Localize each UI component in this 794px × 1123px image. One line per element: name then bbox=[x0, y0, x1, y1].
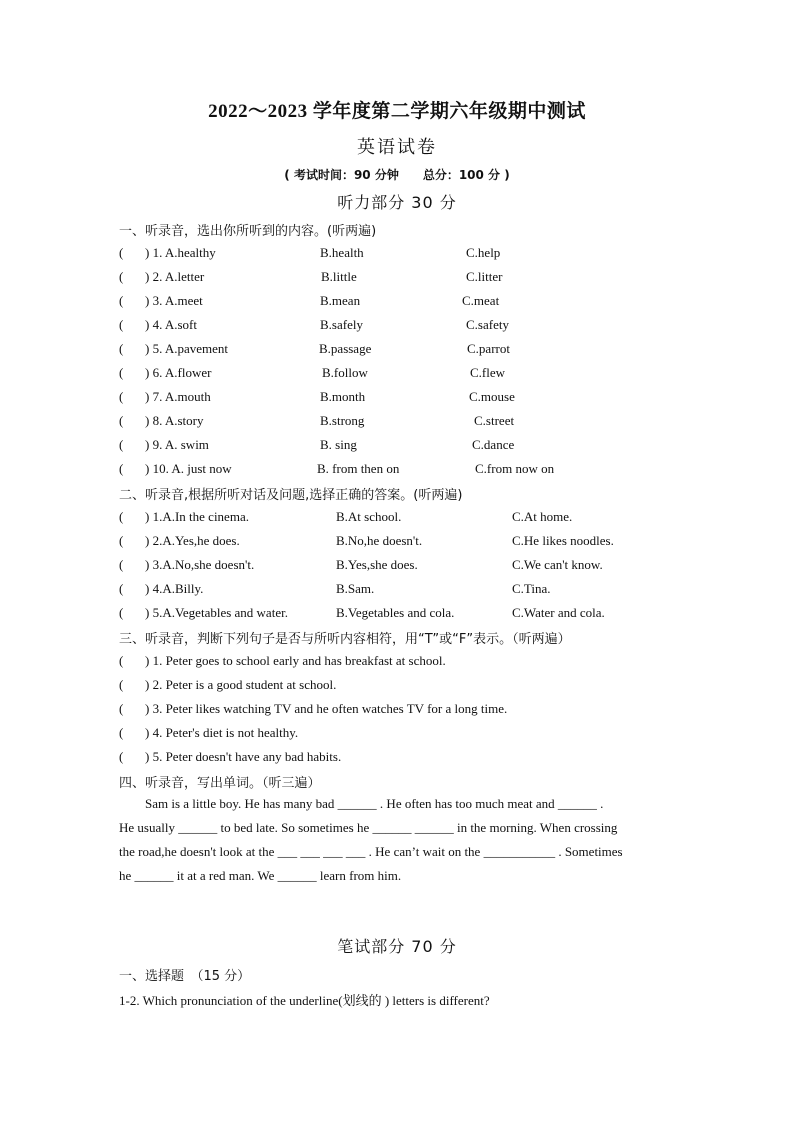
answer-blank[interactable]: ( bbox=[119, 341, 124, 356]
part2-item bbox=[119, 581, 719, 601]
option-a: ) 9. A. swim bbox=[145, 437, 209, 452]
exam-info: ( 考试时间：90 分钟 总分：100 分 ) bbox=[284, 168, 510, 182]
option-c: C.help bbox=[466, 245, 501, 260]
option-a: ) 2. A.letter bbox=[145, 269, 205, 284]
option-b: B.month bbox=[320, 389, 366, 404]
option-a: ) 1. Peter goes to school early and has breakfast at school. bbox=[145, 653, 446, 668]
option-a: ) 2.A.Yes,he does. bbox=[145, 533, 240, 548]
option-a: ) 1.A.In the cinema. bbox=[145, 509, 249, 524]
option-c: C.We can't know. bbox=[512, 557, 603, 572]
part1-item bbox=[119, 413, 719, 433]
answer-blank[interactable]: ( bbox=[119, 581, 124, 596]
option-c: C.He likes noodles. bbox=[512, 533, 614, 548]
story-line: he ______ it at a red man. We ______ learn from him. bbox=[119, 868, 402, 883]
story-line: Sam is a little boy. He has many bad ______ . He often has too much meat and ______ . bbox=[119, 796, 604, 811]
answer-blank[interactable]: ( bbox=[119, 725, 124, 740]
written-section1: 一、选择题 （15 分） bbox=[119, 969, 251, 984]
part1-item bbox=[119, 389, 719, 409]
answer-blank[interactable]: ( bbox=[119, 389, 124, 404]
part1-heading: 一、听录音，选出你所听到的内容。(听两遍) bbox=[119, 224, 377, 239]
option-c: C.Tina. bbox=[512, 581, 551, 596]
part4-heading: 四、听录音，写出单词。（听三遍） bbox=[119, 776, 321, 791]
option-c: C.street bbox=[474, 413, 515, 428]
option-b: B.follow bbox=[322, 365, 368, 380]
part2-item bbox=[119, 533, 719, 553]
part1-item bbox=[119, 269, 719, 289]
option-c: C.Water and cola. bbox=[512, 605, 605, 620]
option-a: ) 5.A.Vegetables and water. bbox=[145, 605, 288, 620]
answer-blank[interactable]: ( bbox=[119, 365, 124, 380]
option-c: C.parrot bbox=[467, 341, 510, 356]
answer-blank[interactable]: ( bbox=[119, 677, 124, 692]
part1-item bbox=[119, 437, 719, 457]
option-b: B.passage bbox=[319, 341, 372, 356]
answer-blank[interactable]: ( bbox=[119, 509, 124, 524]
part3-item bbox=[119, 725, 719, 745]
option-b: B.strong bbox=[320, 413, 365, 428]
part3-item bbox=[119, 749, 719, 769]
part1-item bbox=[119, 461, 719, 481]
part3-item bbox=[119, 677, 719, 697]
option-b: B.mean bbox=[320, 293, 361, 308]
story-line: He usually ______ to bed late. So sometimes he ______ ______ in the morning. When crossing bbox=[119, 820, 618, 835]
option-a: ) 1. A.healthy bbox=[145, 245, 216, 260]
part2-heading: 二、听录音,根据所听对话及问题,选择正确的答案。(听两遍) bbox=[119, 488, 463, 503]
option-c: C.dance bbox=[472, 437, 515, 452]
option-c: C.litter bbox=[466, 269, 503, 284]
option-a: ) 6. A.flower bbox=[145, 365, 212, 380]
option-b: B.little bbox=[321, 269, 357, 284]
answer-blank[interactable]: ( bbox=[119, 317, 124, 332]
option-b: B.At school. bbox=[336, 509, 402, 524]
part2-item bbox=[119, 509, 719, 529]
option-b: B. from then on bbox=[317, 461, 400, 476]
answer-blank[interactable]: ( bbox=[119, 533, 124, 548]
part3-heading: 三、听录音，判断下列句子是否与所听内容相符，用“T”或“F”表示。（听两遍） bbox=[119, 632, 571, 647]
part3-item bbox=[119, 653, 719, 673]
answer-blank[interactable]: ( bbox=[119, 437, 124, 452]
option-a: ) 4. Peter's diet is not healthy. bbox=[145, 725, 299, 740]
answer-blank[interactable]: ( bbox=[119, 269, 124, 284]
answer-blank[interactable]: ( bbox=[119, 701, 124, 716]
answer-blank[interactable]: ( bbox=[119, 293, 124, 308]
part2-item bbox=[119, 605, 719, 625]
option-c: C.flew bbox=[470, 365, 506, 380]
story-line: the road,he doesn't look at the ___ ___ ___ ___ . He can’t wait on the ___________ . Sometimes bbox=[119, 844, 623, 859]
answer-blank[interactable]: ( bbox=[119, 557, 124, 572]
option-a: ) 7. A.mouth bbox=[145, 389, 211, 404]
answer-blank[interactable]: ( bbox=[119, 245, 124, 260]
part4-story bbox=[119, 792, 674, 888]
option-a: ) 5. Peter doesn't have any bad habits. bbox=[145, 749, 342, 764]
option-c: C.from now on bbox=[475, 461, 555, 476]
option-c: C.safety bbox=[466, 317, 509, 332]
answer-blank[interactable]: ( bbox=[119, 413, 124, 428]
option-b: B.Vegetables and cola. bbox=[336, 605, 455, 620]
option-b: B.No,he doesn't. bbox=[336, 533, 423, 548]
option-a: ) 3. A.meet bbox=[145, 293, 203, 308]
part1-item bbox=[119, 317, 719, 337]
option-a: ) 8. A.story bbox=[145, 413, 204, 428]
written-question: 1-2. Which pronunciation of the underline(划线的 ) letters is different? bbox=[119, 993, 490, 1008]
option-c: C.At home. bbox=[512, 509, 573, 524]
option-a: ) 3. Peter likes watching TV and he often watches TV for a long time. bbox=[145, 701, 508, 716]
part2-item bbox=[119, 557, 719, 577]
option-a: ) 5. A.pavement bbox=[145, 341, 229, 356]
option-a: ) 3.A.No,she doesn't. bbox=[145, 557, 255, 572]
part1-item bbox=[119, 341, 719, 361]
exam-subtitle: 英语试卷 bbox=[357, 137, 437, 157]
option-a: ) 4.A.Billy. bbox=[145, 581, 204, 596]
option-b: B.Sam. bbox=[336, 581, 375, 596]
part1-item bbox=[119, 365, 719, 385]
option-b: B.Yes,she does. bbox=[336, 557, 418, 572]
answer-blank[interactable]: ( bbox=[119, 605, 124, 620]
option-a: ) 4. A.soft bbox=[145, 317, 197, 332]
option-b: B.safely bbox=[320, 317, 363, 332]
option-a: ) 10. A. just now bbox=[145, 461, 232, 476]
part3-item bbox=[119, 701, 719, 721]
answer-blank[interactable]: ( bbox=[119, 749, 124, 764]
part1-item bbox=[119, 293, 719, 313]
option-c: C.meat bbox=[462, 293, 500, 308]
option-b: B.health bbox=[320, 245, 364, 260]
part1-item bbox=[119, 245, 719, 265]
answer-blank[interactable]: ( bbox=[119, 461, 124, 476]
option-a: ) 2. Peter is a good student at school. bbox=[145, 677, 337, 692]
exam-title: 2022～2023 学年度第二学期六年级期中测试 bbox=[208, 101, 586, 122]
option-b: B. sing bbox=[320, 437, 357, 452]
option-c: C.mouse bbox=[469, 389, 515, 404]
listening-heading: 听力部分 30 分 bbox=[337, 193, 457, 212]
written-heading: 笔试部分 70 分 bbox=[337, 937, 457, 956]
answer-blank[interactable]: ( bbox=[119, 653, 124, 668]
